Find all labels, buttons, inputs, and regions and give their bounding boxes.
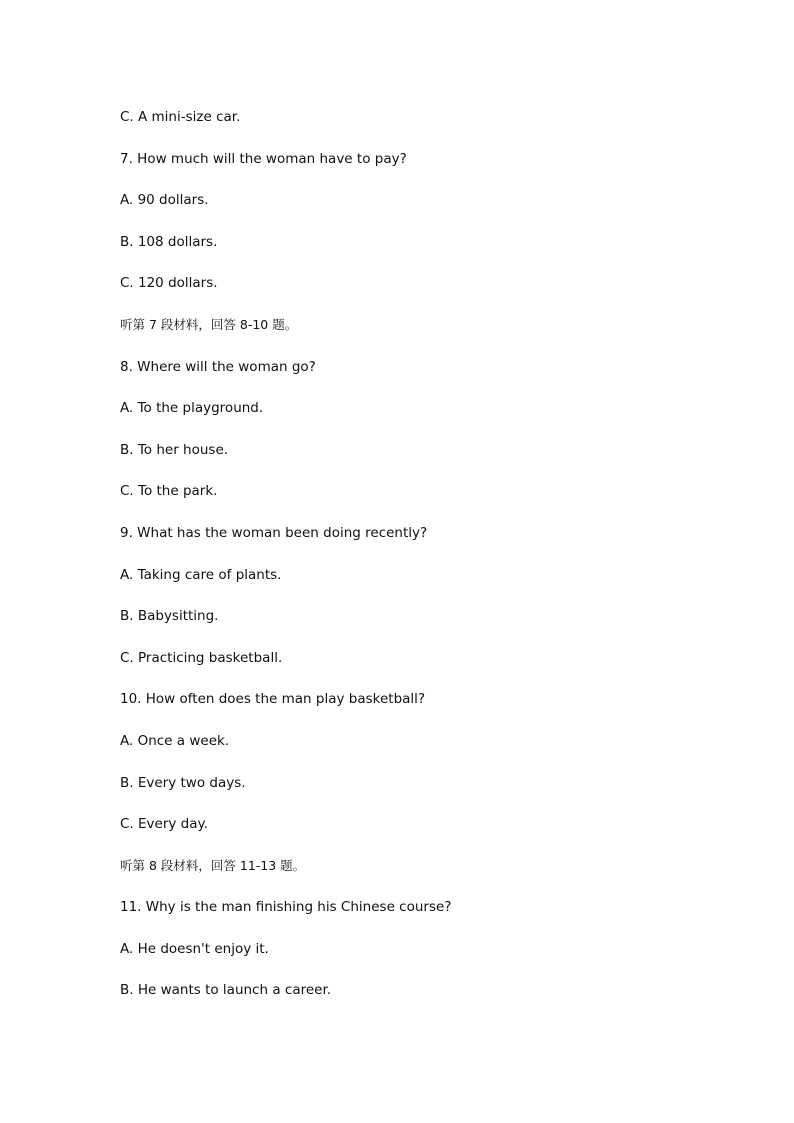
section-instruction-8: 听第 8 段材料，回答 11-13 题。 [120,857,306,873]
option-9c: C. Practicing basketball. [120,649,283,666]
option-8b: B. To her house. [120,441,229,458]
option-7b: B. 108 dollars. [120,233,218,250]
option-9a: A. Taking care of plants. [120,566,282,583]
question-7: 7. How much will the woman have to pay? [120,150,407,167]
option-6c: C. A mini-size car. [120,109,241,125]
option-9b: B. Babysitting. [120,608,219,625]
option-11a: A. He doesn't enjoy it. [120,940,269,957]
question-9: 9. What has the woman been doing recently? [120,524,428,541]
option-10b: B. Every two days. [120,774,246,791]
option-10a: A. Once a week. [120,732,230,749]
question-8: 8. Where will the woman go? [120,358,316,375]
section-instruction-7: 听第 7 段材料，回答 8-10 题。 [120,316,298,332]
option-7c: C. 120 dollars. [120,275,218,292]
option-8c: C. To the park. [120,483,218,500]
option-7a: A. 90 dollars. [120,192,209,209]
option-10c: C. Every day. [120,816,208,833]
question-11: 11. Why is the man finishing his Chinese course? [120,899,452,916]
option-8a: A. To the playground. [120,400,264,417]
page-content [120,106,720,1021]
option-11b: B. He wants to launch a career. [120,982,332,999]
question-10: 10. How often does the man play basketball? [120,691,426,708]
